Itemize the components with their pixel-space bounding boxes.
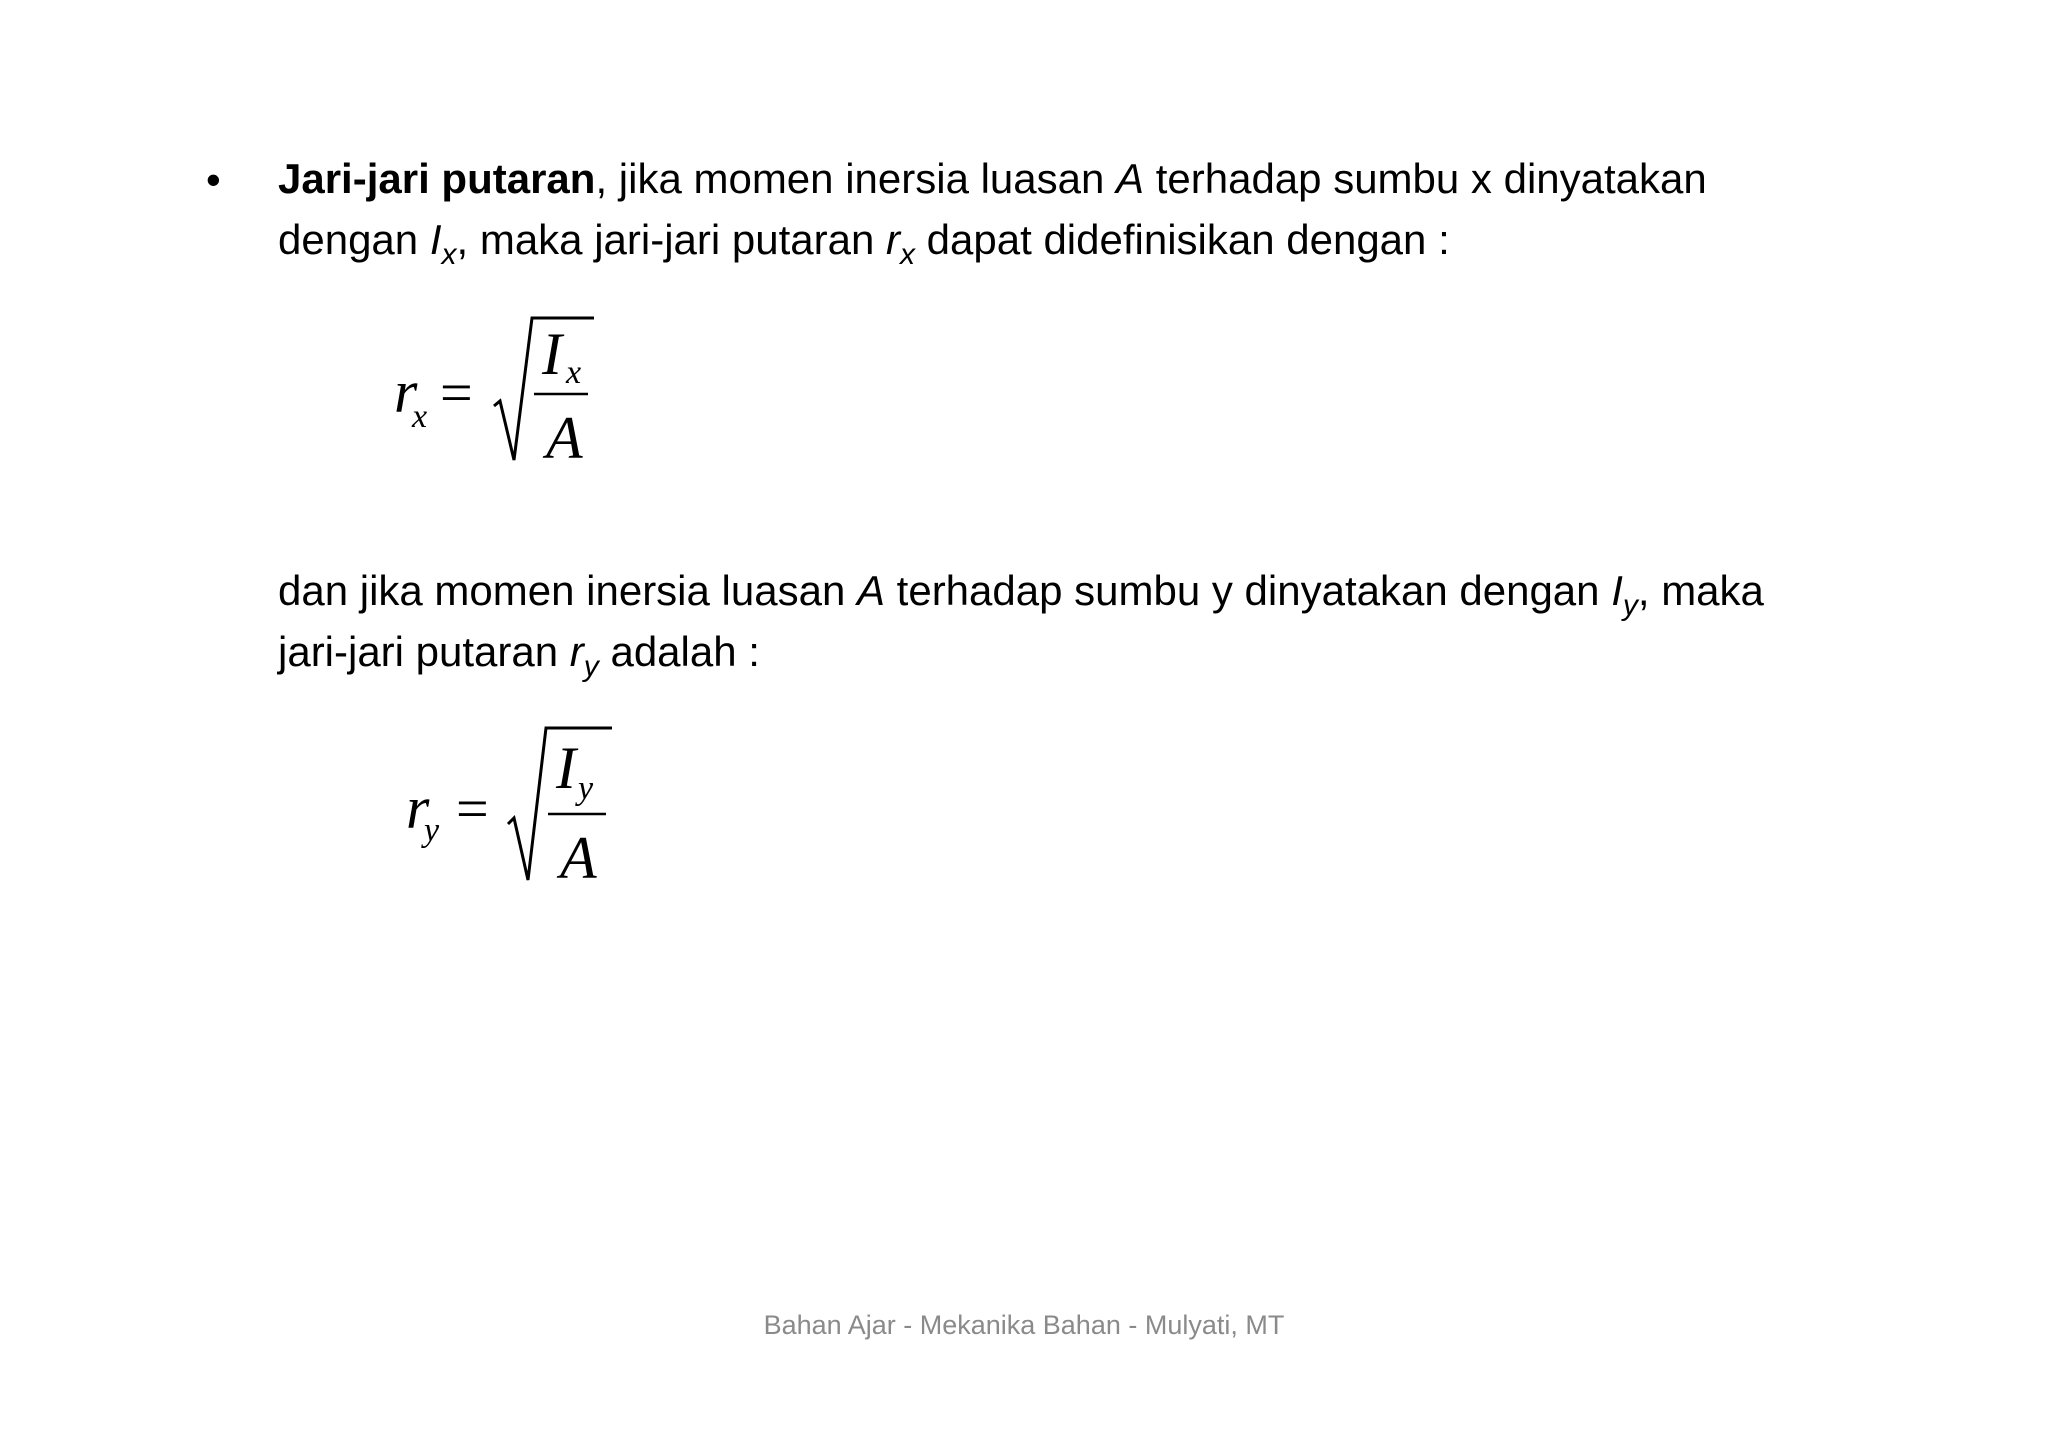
equation-rx: [390, 310, 610, 470]
eq-numerator: I: [542, 321, 562, 387]
eq-denominator: A: [560, 825, 597, 891]
bullet-marker: •: [206, 156, 221, 203]
eq-numerator: I: [556, 735, 576, 801]
term-jari-jari-putaran: Jari-jari putaran: [278, 155, 596, 202]
eq-lhs-subscript: y: [424, 812, 440, 849]
eq-denominator: A: [546, 405, 583, 471]
eq-equals-sign: =: [456, 776, 489, 841]
eq-lhs: r: [394, 359, 418, 425]
sqrt-symbol: [402, 720, 632, 890]
eq-equals-sign: =: [440, 360, 473, 425]
paragraph-line: Jari-jari putaran, jika momen inersia luasan A terhadap sumbu x dinyatakan: [278, 155, 1707, 202]
paragraph-line: jari-jari putaran $r_y$ adalah :: [278, 628, 760, 683]
equation-ry: [402, 720, 632, 890]
eq-lhs-subscript: x: [412, 398, 428, 435]
paragraph-line: dan jika momen inersia luasan A terhadap sumbu y dinyatakan dengan $I_y$, maka: [278, 567, 1764, 622]
slide-footer: Bahan Ajar - Mekanika Bahan - Mulyati, MT: [763, 1310, 1285, 1340]
eq-numerator-subscript: x: [566, 354, 582, 391]
paragraph-radius-of-gyration-y: [278, 560, 1764, 682]
paragraph-line: dengan $I_x$, maka jari-jari putaran $r_x$ dapat didefinisikan dengan :: [278, 216, 1450, 271]
eq-lhs: r: [406, 775, 430, 841]
paragraph-radius-of-gyration-x: [278, 148, 1707, 270]
eq-numerator-subscript: y: [578, 770, 594, 807]
